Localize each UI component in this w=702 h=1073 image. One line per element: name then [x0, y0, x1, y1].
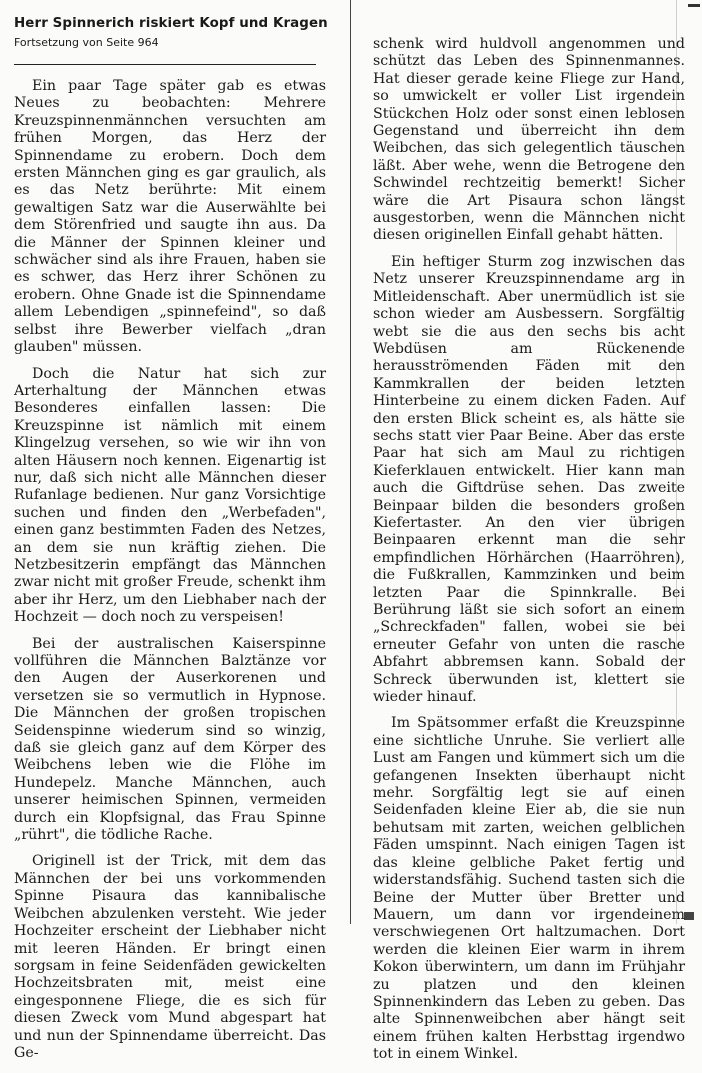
paragraph: Ein heftiger Sturm zog inzwischen das Netz unserer Kreuzspinnendame arg in Mitleidenschaft. Aber unermüdlich ist sie schon wieder am Ausbessern. Sorgfältig webt sie die aus den sechs bis acht Webdüsen am Rückenende herausströmenden Fäden mit den Kammkrallen der beiden letzten Hinterbeine zu einem dicken Faden. Auf den ersten Blick scheint es, als hätte sie sechs statt vier Paar Beine. Aber das erste Paar hat sich am Maul zu richtigen Kieferklauen entwickelt. Hier kann man auch die Giftdrüse sehen. Das zweite Beinpaar bilden die besonders großen Kiefertaster. An den vier übrigen Beinpaaren erkennt man die sehr empfindlichen Hörhärchen (Haarröhren), die Fußkrallen, Kammzinken und beim letzten Paar die Spinnkralle. Bei Berührung läßt sie sich sofort an einem „Schreckfaden" fallen, wobei sie bei erneuter Gefahr von unten die rasche Abfahrt abbremsen kann. Sobald der Schreck überwunden ist, klettert sie wieder hinauf. [373, 253, 685, 706]
paragraph: Doch die Natur hat sich zur Arterhaltung der Männchen etwas Besonderes einfallen lassen: Die Kreuzspinne ist nämlich mit einem Klingelzug versehen, so wie wir ihn von alten Häusern noch kennen. Eigenartig ist nur, daß sich nicht alle Männchen dieser Rufanlage bedienen. Nur ganz Vorsichtige suchen und finden den „Werbefaden", einen ganz bestimmten Faden des Netzes, an dem sie nun kräftig ziehen. Die Netzbesitzerin empfängt das Männchen zwar nicht mit großer Freude, schenkt ihm aber ihr Herz, um den Liebhaber nach der Hochzeit — doch noch zu verspeisen! [14, 365, 326, 626]
article-headline: Herr Spinnerich riskiert Kopf und Kragen [14, 16, 328, 31]
headline-rule [14, 64, 316, 65]
corner-mark [688, 4, 700, 7]
paragraph: Originell ist der Trick, mit dem das Männchen der bei uns vorkommenden Spinne Pisaura das kannibalische Weibchen abzulenken versteht. Wie jeder Hochzeiter erscheint der Liebhaber nicht mit leeren Händen. Er bringt einen sorgsam in feine Seidenfäden gewickelten Hochzeitsbraten mit, meist eine eingesponnene Fliege, die es sich für diesen Zweck vom Mund abgespart hat und nun der Spinnendame überreicht. Das Ge- [14, 853, 326, 1061]
paragraph: schenk wird huldvoll angenommen und schützt das Leben des Spinnenmannes. Hat dieser gerade keine Fliege zur Hand, so umwickelt er voller List irgendein Stückchen Holz oder sonst einen leblosen Gegenstand und überreicht ihn dem Weibchen, das sich gelegentlich täuschen läßt. Aber wehe, wenn die Betrogene den Schwindel rechtzeitig bemerkt! Sicher wäre die Art Pisaura schon längst ausgestorben, wenn die Männchen nicht diesen originellen Einfall gehabt hätten. [373, 36, 685, 244]
text-column-left [14, 78, 326, 1071]
corner-mark [684, 912, 694, 920]
text-column-right [373, 36, 685, 1073]
paragraph: Ein paar Tage später gab es etwas Neues zu beobachten: Mehrere Kreuzspinnenmännchen versuchten am frühen Morgen, das Herz der Spinnendame zu erobern. Doch dem ersten Männchen ging es gar graulich, als es das Netz berührte: Mit einem gewaltigen Satz war die Auserwählte bei dem Störenfried und saugte ihn aus. Da die Männer der Spinnen kleiner und schwächer sind als ihre Frauen, haben sie es schwer, das Herz ihrer Schönen zu erobern. Ohne Gnade ist die Spinnendame allem Lebendigen „spinnefeind", so daß selbst ihre Bewerber vielfach „dran glauben" müssen. [14, 78, 326, 356]
column-divider [350, 0, 351, 924]
continuation-note: Fortsetzung von Seite 964 [14, 36, 159, 49]
article-header [14, 16, 330, 49]
paragraph: Im Spätsommer erfaßt die Kreuzspinne eine sichtliche Unruhe. Sie verliert alle Lust am Fangen und kümmert sich um die gefangenen Insekten überhaupt nicht mehr. Sorgfältig legt sie auf einen Seidenfaden kleine Eier ab, die sie nun behutsam mit zarten, weichen gelblichen Fäden umspinnt. Nach einigen Tagen ist das kleine gelbliche Paket fertig und widerstandsfähig. Suchend tasten sich die Beine der Mutter über Bretter und Mauern, um dann vor irgendeinem verschwiegenen Ort haltzumachen. Dort werden die kleinen Eier warm in ihrem Kokon überwintern, um dann im Frühjahr zu platzen und den kleinen Spinnenkindern das Leben zu geben. Das alte Spinnenweibchen aber hängt seit einem frühen kalten Herbsttag irgendwo tot in einem Winkel. [373, 715, 685, 1063]
paragraph: Bei der australischen Kaiserspinne vollführen die Männchen Balztänze vor den Augen der Auserkorenen und versetzen sie so vermutlich in Hypnose. Die Männchen der großen tropischen Seidenspinne wiederum sind so winzig, daß sie gleich ganz auf dem Körper des Weibchens leben wie die Flöhe im Hundepelz. Manche Männchen, auch unserer heimischen Spinnen, vermeiden durch ein Klopfsignal, das Frau Spinne „rührt", die tödliche Rache. [14, 635, 326, 844]
